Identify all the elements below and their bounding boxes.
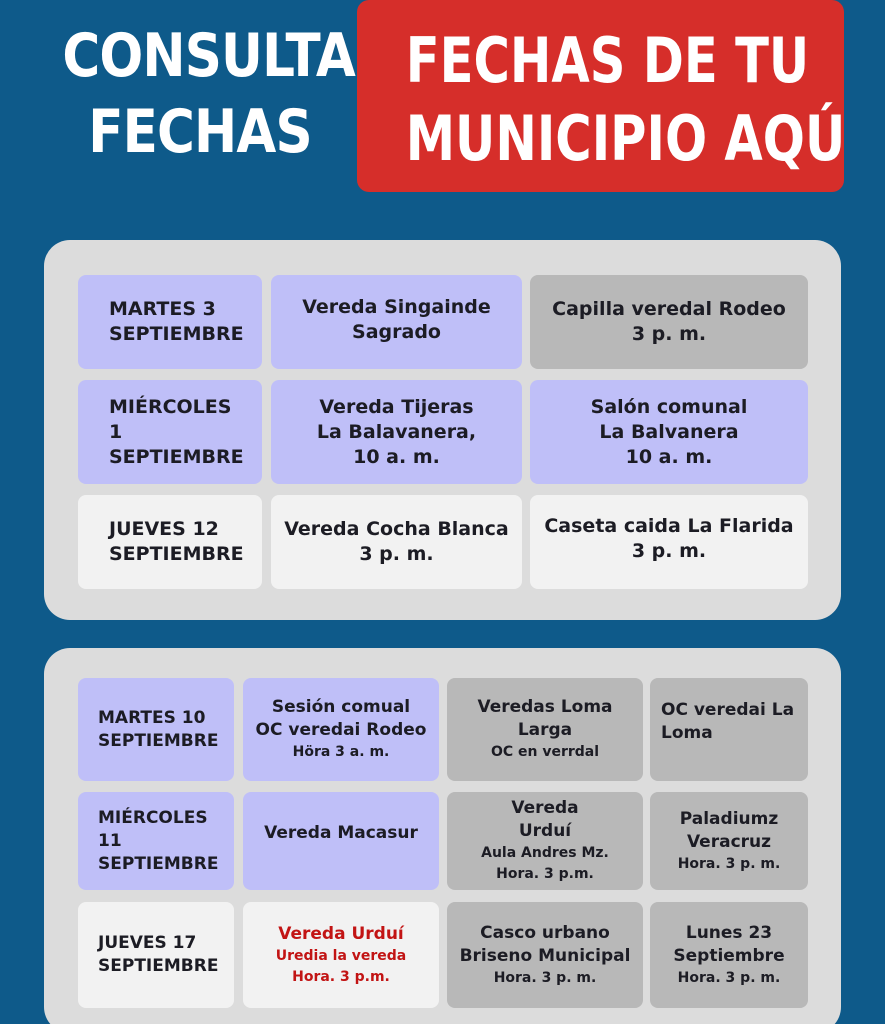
place-cell [243,678,439,781]
extra-line: Loma [661,723,713,743]
place-line: Uredia la vereda [275,947,407,964]
date-cell [78,902,234,1008]
extra-line: Lunes 23 [685,922,773,943]
place-cell-highlight [243,902,439,1008]
venue-line: Salón comunal [590,395,748,418]
venue-line: Caseta caida La Flarida [544,515,794,537]
date-cell [78,275,262,369]
place-cell [271,275,522,369]
venue-cell [530,495,808,589]
venue-line: Hora. 3 p.m. [496,866,594,882]
venue-line: OC en verrdal [490,744,600,760]
extra-cell [650,792,808,890]
place-line: Vereda Cocha Blanca [284,518,509,540]
date-line: MARTES 10 [98,707,206,728]
municipio-banner[interactable] [357,0,844,192]
place-cell [243,792,439,890]
venue-cell [530,275,808,369]
date-line: SEPTIEMBRE [98,730,219,751]
title-line-1: CONSULTA [62,21,355,91]
place-line: Vereda Urduí [278,923,404,944]
venue-line: Vereda [511,798,579,818]
schedule-panel-1 [44,240,841,620]
venue-line: 10 a. m. [625,445,713,468]
venue-cell [447,678,643,781]
date-line: JUEVES 12 [109,518,219,540]
date-cell [78,495,262,589]
date-cell [78,792,234,890]
place-cell [271,380,522,484]
place-line: Hora. 3 p.m. [292,968,390,985]
place-cell [271,495,522,589]
place-line: Sesión comual [271,697,411,717]
extra-line: Paladiumz [679,808,779,829]
venue-cell [447,902,643,1008]
date-line: SEPTIEMBRE [98,956,219,976]
place-line: Sagrado [352,321,441,343]
place-line: Höra 3 a. m. [292,744,390,760]
place-line: Vereda Macasur [264,823,418,843]
place-line: Vereda Singainde [302,296,491,318]
date-line: JUEVES 17 [98,933,197,953]
extra-line: Hora. 3 p. m. [677,969,781,986]
extra-line: Septiembre [673,945,785,966]
place-line: 3 p. m. [359,543,434,565]
place-line: La Balavanera, [316,420,477,443]
extra-line: Veracruz [686,831,772,852]
venue-line: Urduí [518,821,572,841]
venue-cell [447,792,643,890]
venue-line: Casco urbano [480,922,610,943]
venue-line: 3 p. m. [631,323,707,345]
banner-line-1: FECHAS DE TU [405,24,810,97]
title-line-2: FECHAS [88,97,312,167]
venue-line: Capilla veredal Rodeo [552,298,786,320]
venue-line: Veredas Loma [477,697,613,717]
date-line: MIÉRCOLES 11 [98,807,208,851]
date-line: SEPTIEMBRE [109,323,244,345]
date-line: MARTES 3 [109,298,216,320]
extra-line: Hora. 3 p. m. [677,855,781,872]
schedule-panel-2 [44,648,841,1024]
date-line: SEPTIEMBRE [109,543,244,565]
venue-line: Larga [517,720,573,740]
venue-line: Aula Andres Mz. [481,845,609,861]
extra-cell [650,902,808,1008]
date-line: 1 SEPTIEMBRE [109,420,244,468]
date-cell [78,678,234,781]
venue-line: 3 p. m. [631,540,707,562]
place-line: 10 a. m. [353,445,440,468]
venue-line: Hora. 3 p. m. [493,969,597,986]
banner-line-2: MUNICIPIO AQÚ [405,102,846,175]
place-line: OC veredai Rodeo [255,720,427,740]
date-line: SEPTIEMBRE [98,853,219,874]
venue-line: La Balvanera [599,420,739,443]
date-cell [78,380,262,484]
extra-line: OC veredai La [661,700,795,720]
extra-cell [650,678,808,781]
consulta-fechas-title [62,18,355,170]
place-line: Vereda Tijeras [319,395,474,418]
date-line: MIÉRCOLES [109,395,232,418]
venue-line: Briseno Municipal [459,945,631,966]
venue-cell [530,380,808,484]
